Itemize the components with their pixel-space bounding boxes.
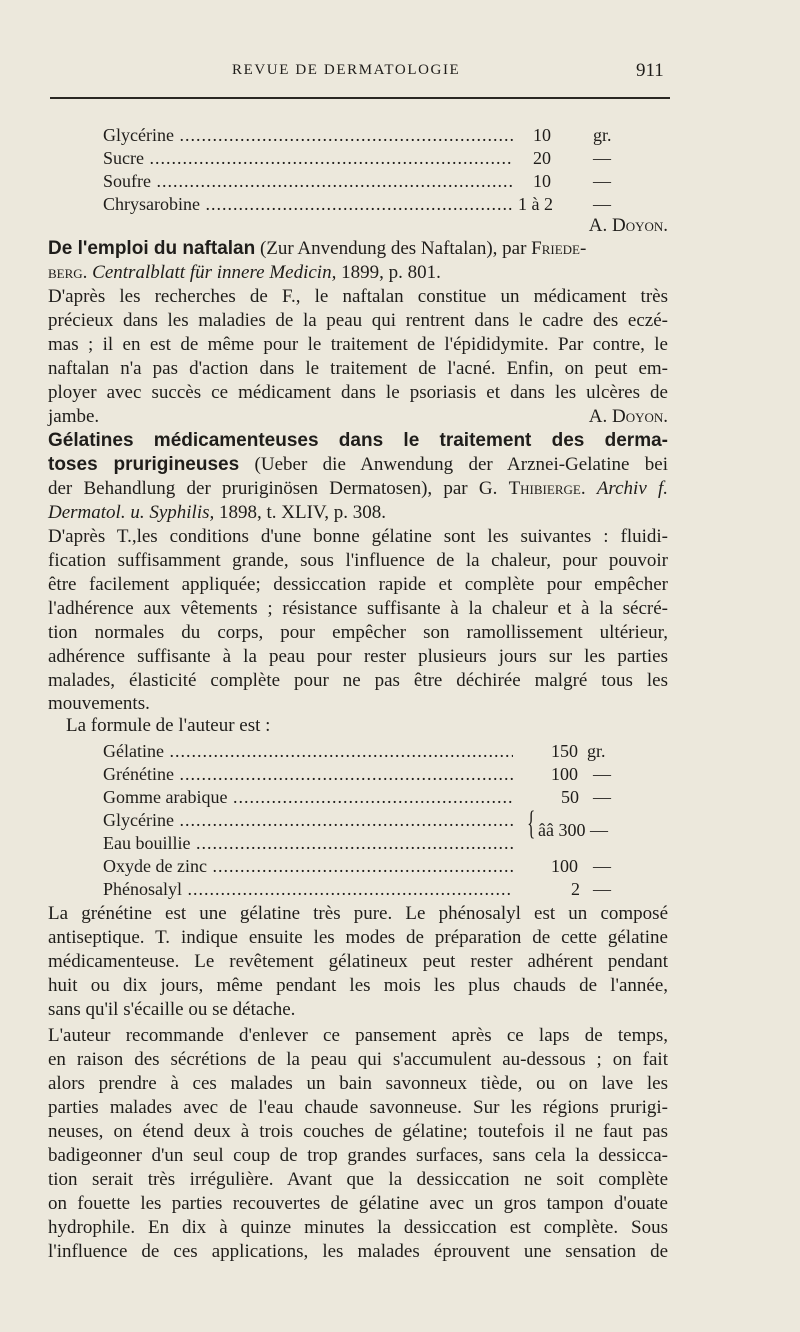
text-line: tion normales du corps, pour empêcher son ramollissement ultérieur, — [48, 622, 668, 643]
text-line: l'adhérence aux vêtements ; résistance suffisante à la chaleur et à la sécré- — [48, 598, 668, 619]
formula-quantity: 150 — [551, 741, 578, 761]
journal-name: Archiv f. — [596, 478, 669, 499]
header-rule — [50, 97, 670, 99]
recipe-quantity: 10 — [533, 171, 551, 191]
text-line: médicamenteuse. Le revêtement gélatineux peut rester adhérent pendant — [48, 951, 668, 972]
text-line: ployer avec succès ce médicament dans le psoriasis et dans les ulcères de — [48, 382, 668, 403]
text-line: tion serait très irrégulière. Avant que la dessiccation ne soit complète — [48, 1169, 668, 1190]
formula-ingredient: Oxyde de zinc ..... — [103, 855, 513, 877]
formula-ingredient: Phénosalyl ..... — [103, 878, 513, 900]
text-line: l'influence de ces applications, les malades éprouvent une sensation de — [48, 1241, 668, 1262]
text-line: fication suffisamment grande, sous l'influence de la chaleur, pour pouvoir — [48, 550, 668, 571]
text-line: neuses, on étend deux à trois couches de gélatine; toutefois il ne faut pas — [48, 1121, 668, 1142]
formula-unit: — — [593, 764, 611, 784]
formula-ingredient: Gélatine ..... — [103, 740, 513, 762]
recipe-unit: — — [593, 171, 611, 191]
text-line: antiseptique. T. indique ensuite les modes de préparation de cette gélatine — [48, 927, 668, 948]
article-title-rest: (Ueber die Anwendung der Arznei-Gelatine bei — [239, 454, 668, 475]
page-header — [0, 60, 800, 90]
signature: A. Doyon. — [588, 406, 668, 427]
recipe-row — [103, 124, 623, 146]
article-title: De l'emploi du naftalan — [48, 238, 256, 259]
recipe-quantity: 20 — [533, 148, 551, 168]
recipe-quantity: 10 — [533, 125, 551, 145]
text-line: La grénétine est une gélatine très pure. Le phénosalyl est un composé — [48, 903, 668, 924]
text-line: adhérence suffisante à la peau pour rester plusieurs jours sur les parties — [48, 646, 668, 667]
formula-unit: gr. — [587, 741, 606, 761]
brace-symbol: { — [527, 805, 536, 842]
formula-quantity: 50 — [561, 787, 579, 807]
journal-name: Dermatol. u. Syphilis, — [48, 502, 215, 523]
recipe-row — [103, 147, 623, 169]
recipe-unit: — — [593, 194, 611, 214]
article-citation: der Behandlung der pruriginösen Dermatosen), par G. Thibierge. Archiv f. — [48, 478, 669, 499]
formula-unit: — — [593, 856, 611, 876]
recipe-row — [103, 170, 623, 192]
formula-row — [103, 740, 623, 762]
combined-quantity: ââ 300 — — [538, 820, 608, 840]
formula-ingredient: Glycérine ..... — [103, 809, 513, 831]
text-line: mouvements. — [48, 693, 150, 714]
recipe-ingredient: Chrysarobine ..... — [103, 193, 513, 215]
article-title: toses prurigineuses — [48, 454, 240, 475]
signature: A. Doyon. — [588, 215, 668, 236]
formula-quantity: 100 — [551, 764, 578, 784]
text-line: huit ou dix jours, même pendant les mois les plus chauds de l'année, — [48, 975, 668, 996]
text-line: jambe. — [48, 406, 100, 427]
recipe-quantity: 1 à 2 — [518, 194, 553, 214]
article-title: Gélatines médicamenteuses dans le traitement des derma- — [48, 430, 668, 451]
text-line: être facilement appliquée; dessiccation rapide et complète pour empêcher — [48, 574, 668, 595]
article-author: berg — [48, 262, 83, 283]
article-citation: berg. Centralblatt für innere Medicin, 1899, p. 801. — [48, 262, 441, 283]
text-line: malades, élasticité complète pour ne pas être déchirée malgré tous les — [48, 670, 668, 691]
citation-details: 1899, p. 801. — [336, 262, 441, 283]
formula-unit: — — [593, 787, 611, 807]
formula-row — [103, 855, 623, 877]
text-line: badigeonner d'un seul coup de trop grandes surfaces, sans cela la dessicca- — [48, 1145, 668, 1166]
text-line: D'après T.,les conditions d'une bonne gélatine sont les suivantes : fluidi- — [48, 526, 668, 547]
journal-name: Centralblatt für innere Medicin, — [92, 262, 337, 283]
formula-quantity: 100 — [551, 856, 578, 876]
citation-details: 1898, t. XLIV, p. 308. — [214, 502, 386, 523]
article-title-rest: (Zur Anvendung des Naftalan), par — [255, 238, 532, 259]
text-line: on fouette les parties recouvertes de gélatine avec un gros tampon d'ouate — [48, 1193, 668, 1214]
text-line: en raison des sécrétions de la peau qui s'accumulent au-dessous ; on fait — [48, 1049, 668, 1070]
formula-ingredient: Gomme arabique ..... — [103, 786, 513, 808]
article-heading — [48, 453, 668, 477]
formula-quantity: 2 — [571, 879, 580, 899]
text-line: D'après les recherches de F., le naftalan constitue un médicament très — [48, 286, 668, 307]
recipe-unit: gr. — [593, 125, 612, 145]
article-citation — [48, 501, 668, 525]
text-line: L'auteur recommande d'enlever ce pansement après ce laps de temps, — [48, 1025, 668, 1046]
formula-ingredient: Grénétine ..... — [103, 763, 513, 785]
formula-ingredient: Eau bouillie ..... — [103, 832, 513, 854]
text-line: précieux dans les maladies de la peau qui rentrent dans le cadre des eczé- — [48, 310, 668, 331]
recipe-row — [103, 193, 623, 215]
recipe-ingredient: Glycérine ..... — [103, 124, 513, 146]
article-heading — [48, 237, 668, 261]
formula-intro: La formule de l'auteur est : — [66, 715, 271, 736]
recipe-ingredient: Soufre ..... — [103, 170, 513, 192]
text-line: naftalan n'a pas d'action dans le traitement de l'acné. Enfin, on peut em- — [48, 358, 668, 379]
page-number: 911 — [636, 60, 664, 81]
running-title: REVUE DE DERMATOLOGIE — [232, 62, 461, 78]
recipe-unit: — — [593, 148, 611, 168]
formula-row — [103, 878, 623, 900]
formula-unit: — — [593, 879, 611, 899]
text-line: mas ; il en est de même pour le traitement de l'épididymite. Par contre, le — [48, 334, 668, 355]
text-line: parties malades avec de l'eau chaude savonneuse. Sur les régions prurigi- — [48, 1097, 668, 1118]
text-line: alors prendre à ces malades un bain savonneux tiède, ou on lave les — [48, 1073, 668, 1094]
text-line: sans qu'il s'écaille ou se détache. — [48, 999, 296, 1020]
recipe-ingredient: Sucre ..... — [103, 147, 513, 169]
formula-row — [103, 786, 623, 808]
formula-row — [103, 763, 623, 785]
article-author: Friede- — [531, 238, 587, 259]
text-line: hydrophile. En dix à quinze minutes la dessiccation est complète. Sous — [48, 1217, 668, 1238]
article-author: Thibierge. — [508, 478, 586, 499]
